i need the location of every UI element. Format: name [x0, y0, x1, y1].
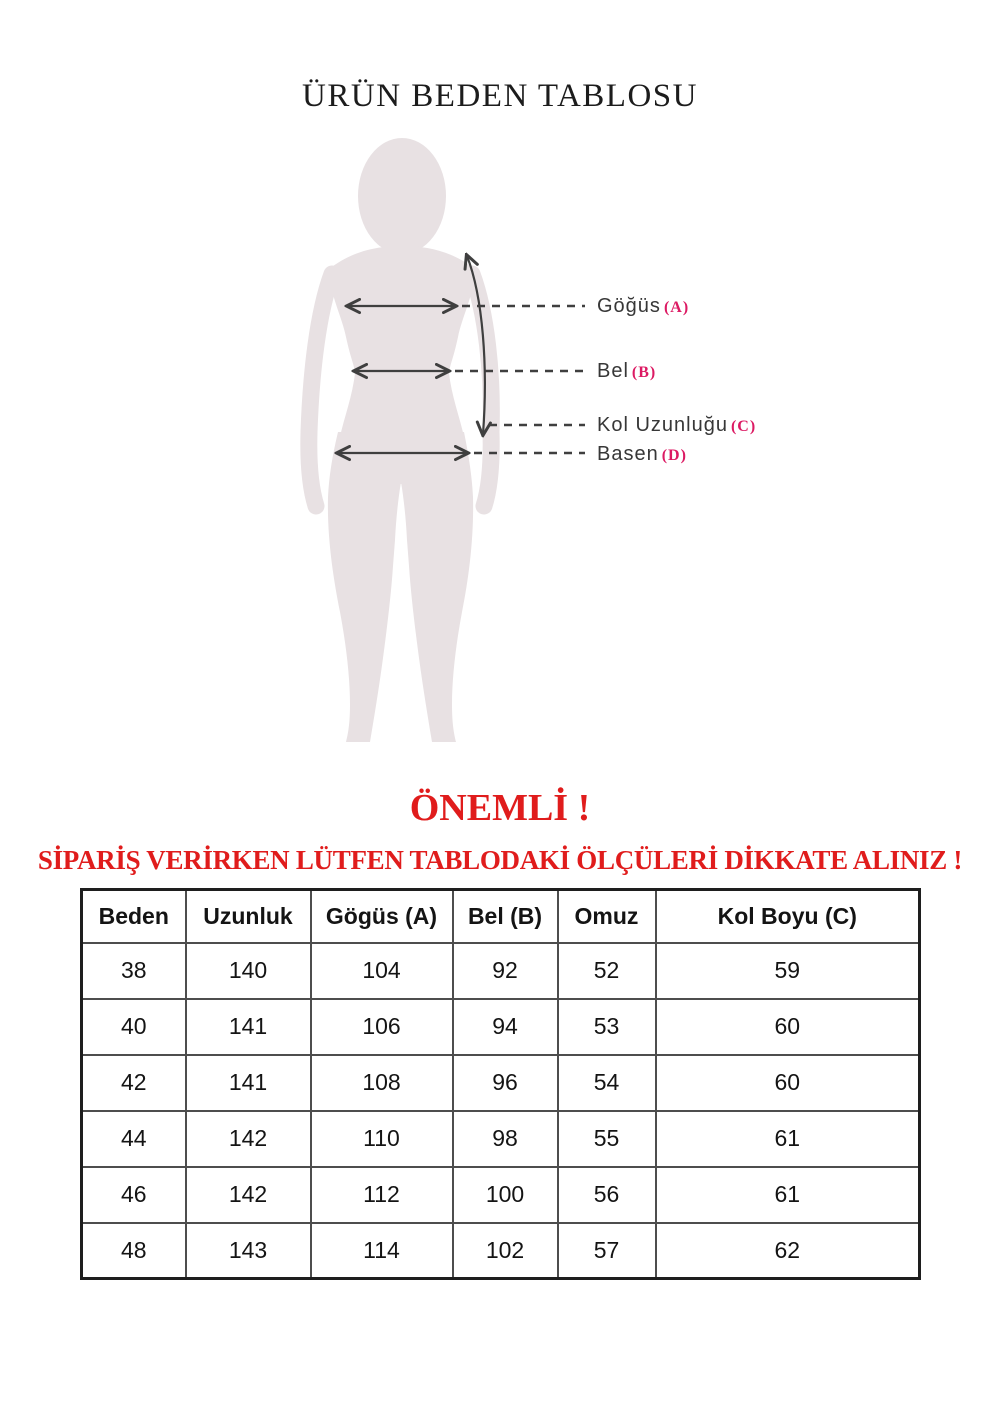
measure-code-a: (A) [663, 299, 690, 316]
measure-label-chest-text: Göğüs [597, 295, 661, 317]
header-beden: Beden [82, 890, 186, 943]
size-cell: 141 [186, 999, 311, 1055]
size-cell: 61 [656, 1111, 920, 1167]
size-cell: 59 [656, 943, 920, 999]
important-heading: ÖNEMLİ ! [409, 787, 591, 829]
size-cell: 44 [82, 1111, 186, 1167]
size-cell: 108 [311, 1055, 453, 1111]
size-cell: 143 [186, 1223, 311, 1279]
female-silhouette-icon [309, 138, 492, 742]
table-row [82, 943, 920, 999]
header-gogus: Gögüs (A) [311, 890, 453, 943]
measure-code-d: (D) [661, 447, 687, 464]
size-table-header [82, 890, 920, 943]
measure-label-hip [597, 443, 687, 467]
size-cell: 46 [82, 1167, 186, 1223]
size-cell: 52 [558, 943, 656, 999]
size-cell: 56 [558, 1167, 656, 1223]
size-cell: 62 [656, 1223, 920, 1279]
measure-code-c: (C) [730, 418, 757, 435]
size-cell: 106 [311, 999, 453, 1055]
size-cell: 40 [82, 999, 186, 1055]
size-cell: 112 [311, 1167, 453, 1223]
size-cell: 61 [656, 1167, 920, 1223]
size-cell: 98 [453, 1111, 558, 1167]
header-uzunluk: Uzunluk [186, 890, 311, 943]
header-row [82, 890, 920, 943]
measure-code-b: (B) [631, 364, 657, 381]
table-row [82, 1111, 920, 1167]
header-omuz: Omuz [558, 890, 656, 943]
measure-label-arm-length [597, 414, 756, 438]
measure-label-arm-length-text: Kol Uzunluğu [597, 414, 728, 436]
size-cell: 94 [453, 999, 558, 1055]
size-cell: 104 [311, 943, 453, 999]
size-cell: 53 [558, 999, 656, 1055]
size-cell: 54 [558, 1055, 656, 1111]
size-cell: 102 [453, 1223, 558, 1279]
size-cell: 140 [186, 943, 311, 999]
header-bel: Bel (B) [453, 890, 558, 943]
measure-label-hip-text: Basen [597, 443, 659, 465]
size-cell: 114 [311, 1223, 453, 1279]
measure-label-waist [597, 360, 656, 384]
size-cell: 100 [453, 1167, 558, 1223]
size-table-body [82, 943, 920, 1279]
size-cell: 110 [311, 1111, 453, 1167]
size-cell: 57 [558, 1223, 656, 1279]
size-cell: 142 [186, 1111, 311, 1167]
size-cell: 42 [82, 1055, 186, 1111]
size-cell: 48 [82, 1223, 186, 1279]
size-cell: 55 [558, 1111, 656, 1167]
size-cell: 60 [656, 1055, 920, 1111]
warning-message: SİPARİŞ VERİRKEN LÜTFEN TABLODAKİ ÖLÇÜLERİ DİKKATE ALINIZ ! [37, 845, 963, 875]
size-table [80, 888, 921, 1280]
table-row [82, 1223, 920, 1279]
measurement-diagram [280, 132, 940, 762]
size-cell: 60 [656, 999, 920, 1055]
size-cell: 38 [82, 943, 186, 999]
header-kol-boyu: Kol Boyu (C) [656, 890, 920, 943]
size-cell: 96 [453, 1055, 558, 1111]
measure-label-waist-text: Bel [597, 360, 629, 382]
table-row [82, 1167, 920, 1223]
size-cell: 141 [186, 1055, 311, 1111]
table-row [82, 1055, 920, 1111]
size-cell: 142 [186, 1167, 311, 1223]
measure-label-chest [597, 295, 689, 319]
page-title: ÜRÜN BEDEN TABLOSU [302, 78, 698, 114]
table-row [82, 999, 920, 1055]
size-cell: 92 [453, 943, 558, 999]
